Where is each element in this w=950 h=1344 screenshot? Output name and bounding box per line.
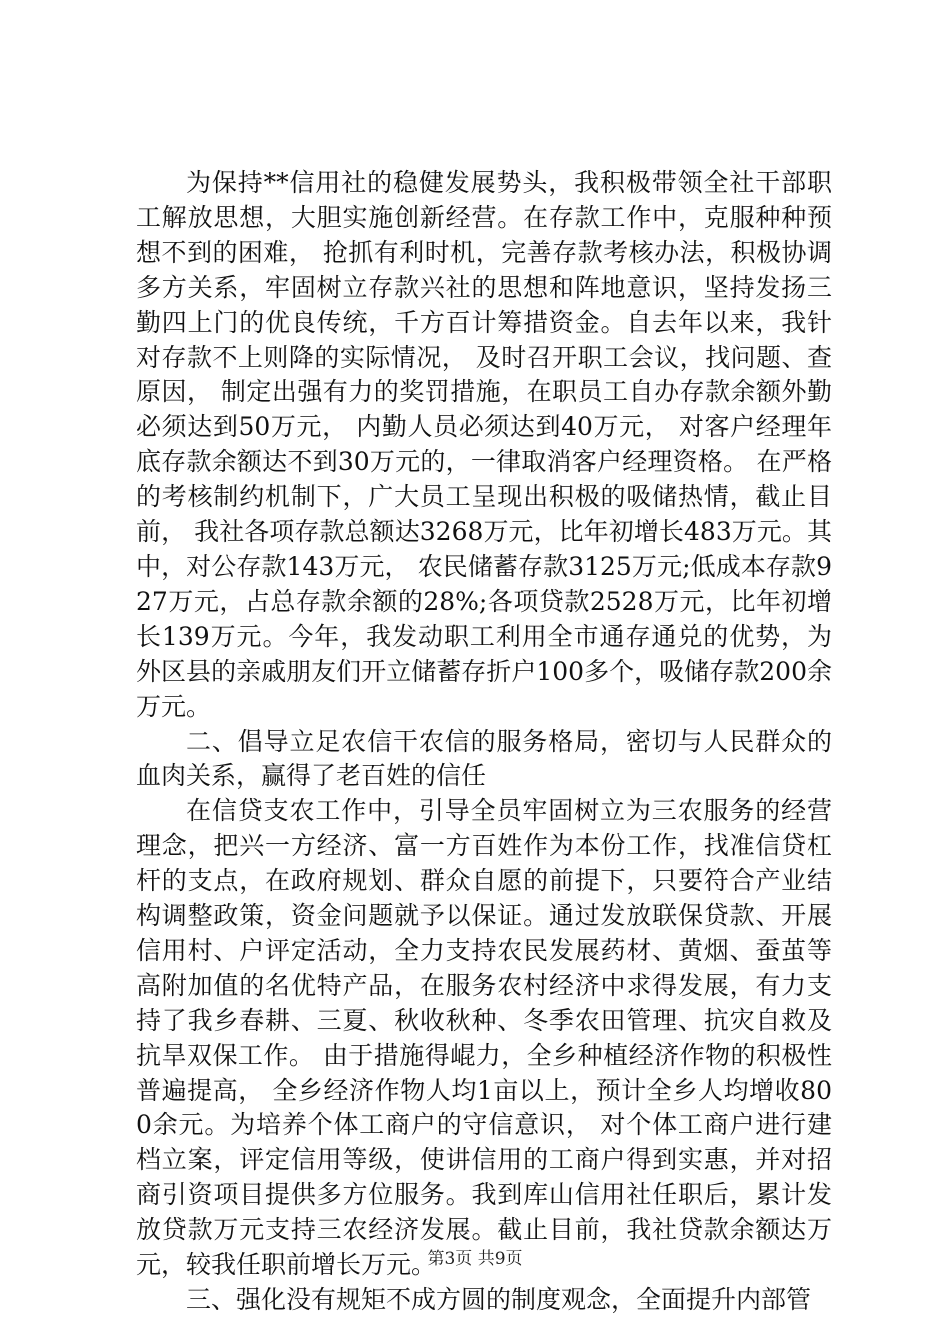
page-number-footer: 第3页 共9页 xyxy=(427,1249,523,1269)
section-heading-2: 二、倡导立足农信干农信的服务格局，密切与人民群众的血肉关系，赢得了老百姓的信任 xyxy=(136,726,832,791)
paragraph-deposit-work: 为保持**信用社的稳健发展势头，我积极带领全社干部职工解放思想，大胆实施创新经营。在存款工作中，克服种种预想不到的困难， 抢抓有利时机，完善存款考核办法，积极协调多方关系，牢固树立存款兴社的思想和阵地意识，坚持发扬三勤四上门的优良传统，千方百计筹措资金。自去年以来，我针对存款不上则降的实际情况， 及时召开职工会议，找问题、查原因， 制定出强有力的奖罚措施，在职员工自办存款余额外勤必须达到50万元， 内勤人员必须达到40万元， 对客户经理年底存款余额达不到30万元的，一律取消客户经理资格。 在严格的考核制约机制下，广大员工呈现出积极的吸储热情，截止目前， 我社各项存款总额达3268万元，比年初增长483万元。其中，对公存款143万元， 农民储蓄存款3125万元;低成本存款927万元，占总存款余额的28%;各项贷款2528万元，比年初增长139万元。今年，我发动职工利用全市通存通兑的优势，为外区县的亲戚朋友们开立储蓄存折户100多个，吸储存款200余万元。 xyxy=(136,168,832,721)
document-body xyxy=(136,166,832,1318)
section-heading-3: 三、强化没有规矩不成方圆的制度观念，全面提升内部管 xyxy=(186,1285,812,1314)
paragraph-credit-support: 在信贷支农工作中，引导全员牢固树立为三农服务的经营理念，把兴一方经济、富一方百姓作为本份工作，找准信贷杠杆的支点，在政府规划、群众自愿的前提下，只要符合产业结构调整政策，资金问题就予以保证。通过发放联保贷款、开展信用村、户评定活动，全力支持农民发展药材、黄烟、蚕茧等高附加值的名优特产品，在服务农村经济中求得发展，有力支持了我乡春耕、三夏、秋收秋种、冬季农田管理、抗灾自救及抗旱双保工作。 由于措施得崐力，全乡种植经济作物的积极性普遍提高， 全乡经济作物人均1亩以上，预计全乡人均增收800余元。为培养个体工商户的守信意识， 对个体工商户进行建档立案，评定信用等级，使讲信用的工商户得到实惠，并对招商引资项目提供多方位服务。我到库山信用社任职后，累计发放贷款万元支持三农经济发展。截止目前，我社贷款余额达万元，较我任职前增长万元。 xyxy=(136,796,832,1280)
